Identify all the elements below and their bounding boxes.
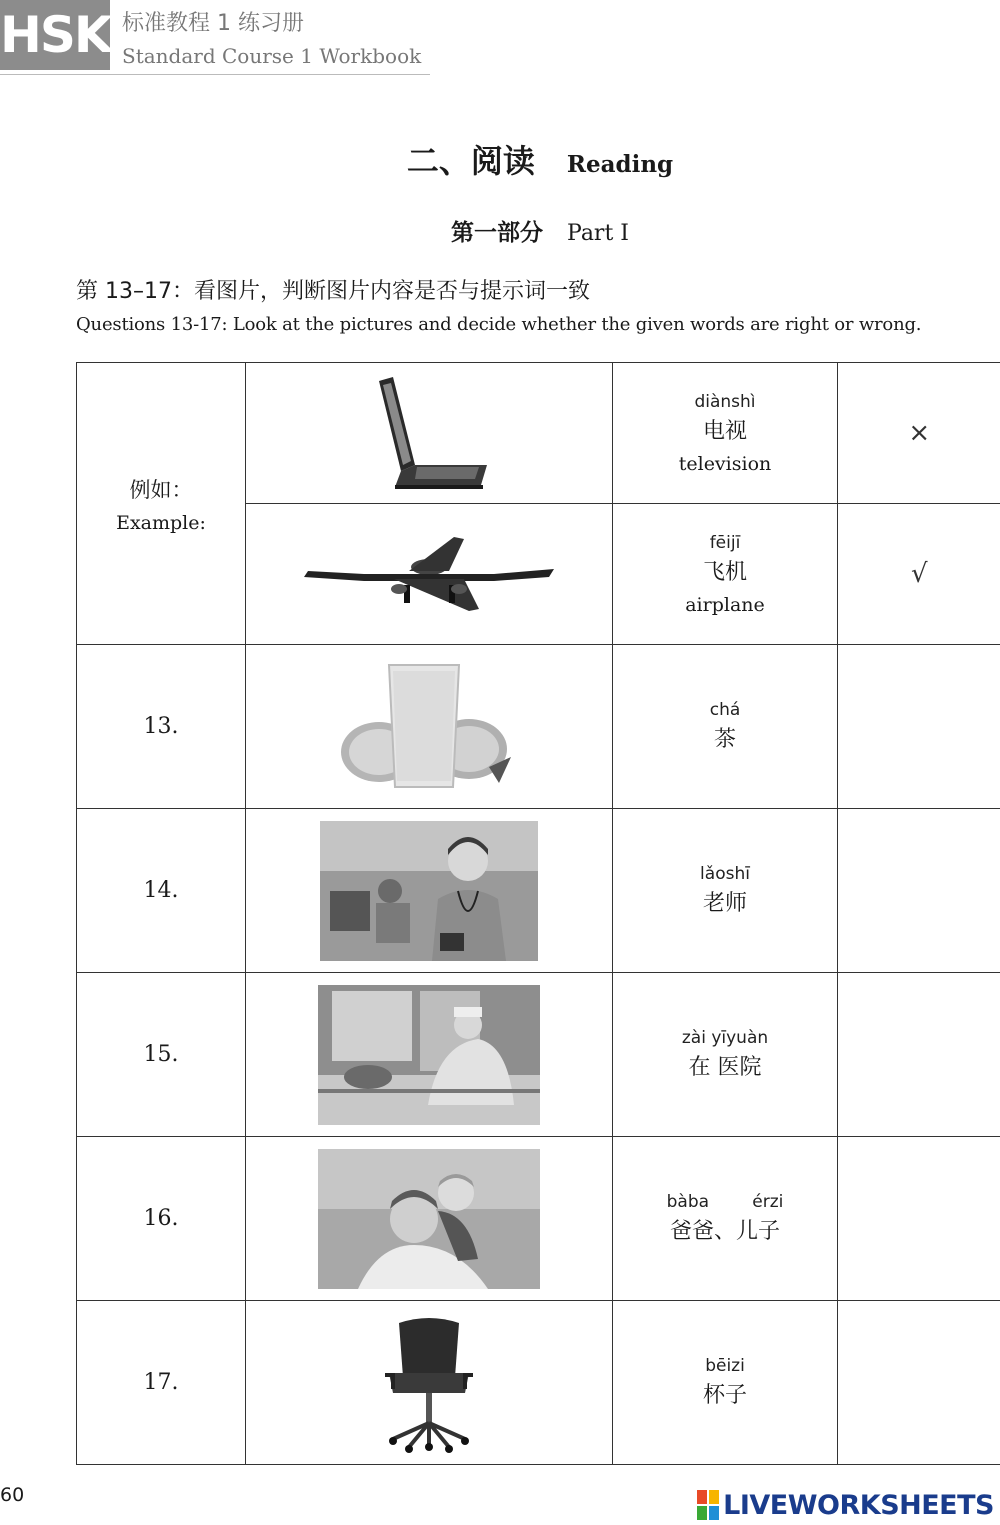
word-cell — [613, 1301, 838, 1465]
picture-cell — [246, 809, 613, 973]
hanzi: 茶 — [713, 727, 736, 752]
word-cell — [613, 973, 838, 1137]
cross-mark-icon: × — [908, 418, 931, 448]
question-number-cell — [77, 645, 246, 809]
answer-cell[interactable] — [838, 1137, 1000, 1301]
laptop-picture — [359, 373, 499, 493]
nurse-with-patient-picture — [318, 985, 540, 1125]
picture-cell — [246, 973, 613, 1137]
example-row — [77, 363, 1000, 504]
question-number: 14. — [143, 878, 179, 903]
brand-name: LIVEWORKSHEETS — [723, 1489, 994, 1521]
instructions-cn: 第 13–17：看图片，判断图片内容是否与提示词一致 — [76, 279, 590, 304]
page-number: 60 — [0, 1484, 25, 1506]
section-title-en: Reading — [566, 151, 674, 178]
answer-cell — [838, 363, 1000, 504]
liveworksheets-logo[interactable] — [697, 1488, 994, 1522]
word-cell — [613, 809, 838, 973]
series-title-cn: 标准教程 1 练习册 — [122, 11, 304, 36]
example-label-cell — [77, 363, 246, 645]
pinyin: zài yīyuàn — [681, 1028, 769, 1048]
word-cell — [613, 363, 838, 504]
question-row — [77, 1301, 1000, 1465]
picture-cell — [246, 1137, 613, 1301]
hanzi: 杯子 — [702, 1383, 747, 1408]
word-cell — [613, 1137, 838, 1301]
hanzi: 爸爸、儿子 — [669, 1219, 780, 1244]
question-number: 16. — [143, 1206, 179, 1231]
question-number-cell — [77, 973, 246, 1137]
airplane-picture — [304, 529, 554, 619]
question-number: 15. — [143, 1042, 179, 1067]
question-row — [77, 645, 1000, 809]
nurse-doctor-picture — [320, 821, 538, 961]
hanzi: 电视 — [702, 418, 747, 444]
example-label-cn: 例如： — [129, 477, 193, 502]
example-label-en: Example: — [116, 511, 206, 534]
answer-cell[interactable] — [838, 809, 1000, 973]
orange-juice-picture — [339, 657, 519, 797]
hanzi: 在 医院 — [688, 1055, 762, 1080]
logo-blocks-icon — [697, 1490, 719, 1520]
answer-cell[interactable] — [838, 1301, 1000, 1465]
answer-cell[interactable] — [838, 645, 1000, 809]
hsk-logo: HSK — [0, 0, 110, 70]
part-title — [0, 214, 1000, 247]
question-table — [76, 362, 1000, 1465]
pinyin: bàba érzi — [666, 1192, 784, 1212]
instructions-en: Questions 13-17: Look at the pictures and decide whether the given words are right or wrong. — [76, 314, 922, 335]
section-title-cn: 二、阅读 — [406, 142, 535, 180]
question-number: 17. — [143, 1370, 179, 1395]
question-row — [77, 1137, 1000, 1301]
question-number-cell — [77, 1301, 246, 1465]
word-cell — [613, 504, 838, 645]
pinyin: chá — [709, 700, 741, 720]
series-title-en: Standard Course 1 Workbook — [122, 44, 422, 68]
hanzi: 飞机 — [702, 559, 747, 585]
part-title-en: Part Ⅰ — [567, 221, 629, 246]
header-band — [0, 0, 430, 75]
picture-cell — [246, 1301, 613, 1465]
pinyin: fēijī — [709, 532, 741, 553]
question-number-cell — [77, 1137, 246, 1301]
question-number: 13. — [143, 714, 179, 739]
pinyin: bēizi — [705, 1356, 745, 1376]
section-title — [0, 136, 1000, 182]
word-cell — [613, 645, 838, 809]
office-chair-picture — [379, 1313, 479, 1453]
picture-cell — [246, 504, 613, 645]
pinyin: diànshì — [694, 391, 756, 412]
english-gloss: airplane — [685, 593, 765, 616]
answer-cell — [838, 504, 1000, 645]
picture-cell — [246, 645, 613, 809]
answer-cell[interactable] — [838, 973, 1000, 1137]
check-mark-icon: √ — [910, 559, 928, 589]
hanzi: 老师 — [702, 891, 747, 916]
question-number-cell — [77, 809, 246, 973]
father-and-son-picture — [318, 1149, 540, 1289]
question-row — [77, 973, 1000, 1137]
pinyin: lǎoshī — [700, 864, 750, 884]
part-title-cn: 第一部分 — [451, 220, 543, 246]
picture-cell — [246, 363, 613, 504]
question-row — [77, 809, 1000, 973]
english-gloss: television — [678, 452, 772, 475]
